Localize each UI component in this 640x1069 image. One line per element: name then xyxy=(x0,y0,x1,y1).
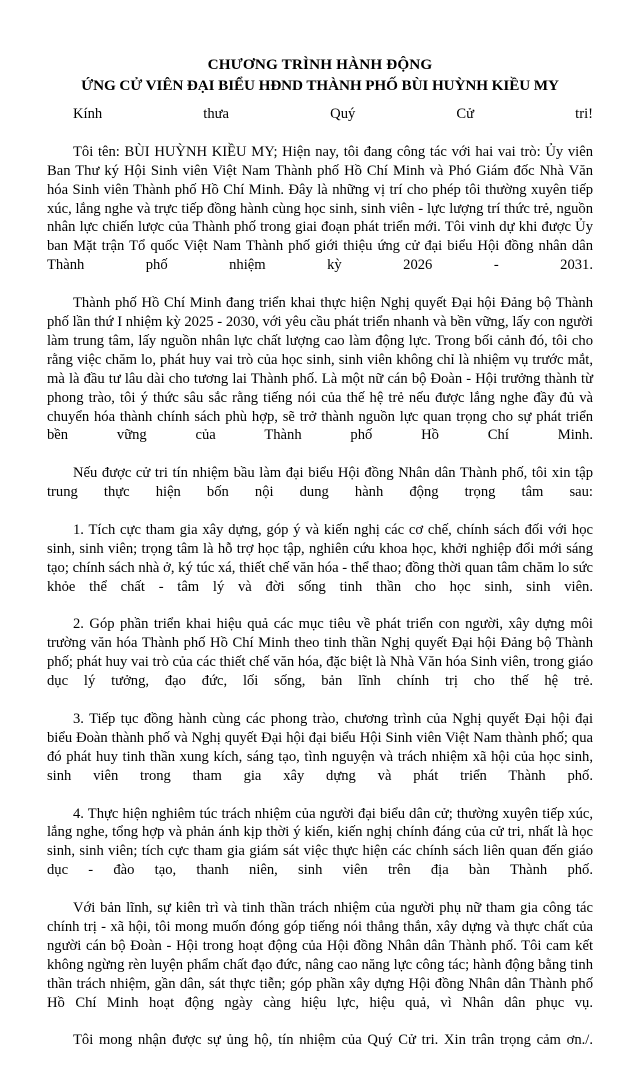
paragraph-introduction: Tôi tên: BÙI HUỲNH KIỀU MY; Hiện nay, tôi đang công tác với hai vai trò: Ủy viên Ban Thư ký Hội Sinh viên Việt Nam Thành phố Hồ Chí Minh và Phó Giám đốc Nhà Văn hóa Sinh viên Thành phố Hồ Chí Minh. Đây là những vị trí cho phép tôi thường xuyên tiếp xúc, lắng nghe và trực tiếp đồng hành cùng học sinh, sinh viên - lực lượng trí thức trẻ, nguồn nhân lực chiến lược của Thành phố trong giai đoạn phát triển mới. Tôi vinh dự khi được Ủy ban Mặt trận Tổ quốc Việt Nam Thành phố giới thiệu ứng cử đại biểu Hội đồng nhân dân Thành phố nhiệm kỳ 2026 - 2031. xyxy=(47,143,593,274)
paragraph-closing: Tôi mong nhận được sự ủng hộ, tín nhiệm của Quý Cử tri. Xin trân trọng cảm ơn./. xyxy=(73,1032,593,1049)
action-item-4: 4. Thực hiện nghiêm túc trách nhiệm của người đại biểu dân cử; thường xuyên tiếp xúc, lắng nghe, tổng hợp và phản ánh kịp thời ý kiến, kiến nghị chính đáng của cử tri, nhất là học sinh, sinh viên; tích cực tham gia giám sát việc thực hiện các chính sách liên quan đến giáo dục - đào tạo, thanh niên, sinh viên trên địa bàn Thành phố. xyxy=(47,805,593,879)
salutation-paragraph: Kính thưa Quý Cử tri! xyxy=(73,106,593,122)
document-body xyxy=(47,105,593,1069)
paragraph-city-context: Thành phố Hồ Chí Minh đang triển khai thực hiện Nghị quyết Đại hội Đảng bộ Thành phố lần thứ I nhiệm kỳ 2025 - 2030, với yêu cầu phát triển nhanh và bền vững, lấy con người làm trung tâm, lấy nguồn nhân lực chất lượng cao làm động lực. Trong bối cảnh đó, tôi cho rằng việc chăm lo, phát huy vai trò của học sinh, sinh viên không chỉ là nhiệm vụ trước mắt, mà là đầu tư lâu dài cho tương lai Thành phố. Là một nữ cán bộ Đoàn - Hội trưởng thành từ phong trào, tôi ý thức sâu sắc rằng tiếng nói của thế hệ trẻ nếu được lắng nghe đầy đủ và chuyển hóa thành chính sách phù hợp, sẽ trở thành nguồn lực quan trọng cho sự phát triển bền vững của Thành phố Hồ Chí Minh. xyxy=(47,295,593,444)
document-title-line-1: CHƯƠNG TRÌNH HÀNH ĐỘNG xyxy=(207,56,433,73)
action-item-2: 2. Góp phần triển khai hiệu quả các mục tiêu về phát triển con người, xây dựng môi trường văn hóa Thành phố Hồ Chí Minh theo tinh thần Nghị quyết Đại hội Đảng bộ Thành phố; phát huy vai trò của các thiết chế văn hóa, đặc biệt là Nhà Văn hóa Sinh viên, trong giáo dục lý tưởng, đạo đức, lối sống, bản lĩnh chính trị cho thế hệ trẻ. xyxy=(47,616,593,690)
action-item-3: 3. Tiếp tục đồng hành cùng các phong trào, chương trình của Nghị quyết Đại hội đại biểu Đoàn thành phố và Nghị quyết Đại hội đại biểu Hội Sinh viên Việt Nam thành phố; qua đó phát huy tinh thần xung kích, sáng tạo, tình nguyện và trách nhiệm xã hội của học sinh, sinh viên trong tham gia xây dựng và phát triển Thành phố. xyxy=(47,711,593,784)
paragraph-commitment-intro: Nếu được cử tri tín nhiệm bầu làm đại biểu Hội đồng Nhân dân Thành phố, tôi xin tập trung thực hiện bốn nội dung hành động trọng tâm sau: xyxy=(47,465,593,501)
action-item-1: 1. Tích cực tham gia xây dựng, góp ý và kiến nghị các cơ chế, chính sách đối với học sinh, sinh viên; trọng tâm là hỗ trợ học tập, nghiên cứu khoa học, khởi nghiệp đổi mới sáng tạo; chính sách nhà ở, ký túc xá, thiết chế văn hóa - thể thao; đồng thời quan tâm chăm lo sức khỏe thể chất - tâm lý và đời sống tinh thần cho học sinh, sinh viên. xyxy=(47,521,593,595)
document-title-line-2: ỨNG CỬ VIÊN ĐẠI BIỂU HĐND THÀNH PHỐ BÙI HUỲNH KIỀU MY xyxy=(81,77,559,94)
paragraph-personal-pledge: Với bản lĩnh, sự kiên trì và tinh thần trách nhiệm của người phụ nữ tham gia công tác chính trị - xã hội, tôi mong muốn đóng góp tiếng nói thẳng thắn, xây dựng và thực chất của người cán bộ Đoàn - Hội trong hoạt động của Hội đồng Nhân dân Thành phố. Tôi cam kết không ngừng rèn luyện phẩm chất đạo đức, nâng cao năng lực công tác; hành động bằng tinh thần trách nhiệm, gần dân, sát thực tiễn; góp phần xây dựng Hội đồng Nhân dân Thành phố Hồ Chí Minh hoạt động ngày càng hiệu lực, hiệu quả, vì Nhân dân phục vụ. xyxy=(47,900,593,1011)
